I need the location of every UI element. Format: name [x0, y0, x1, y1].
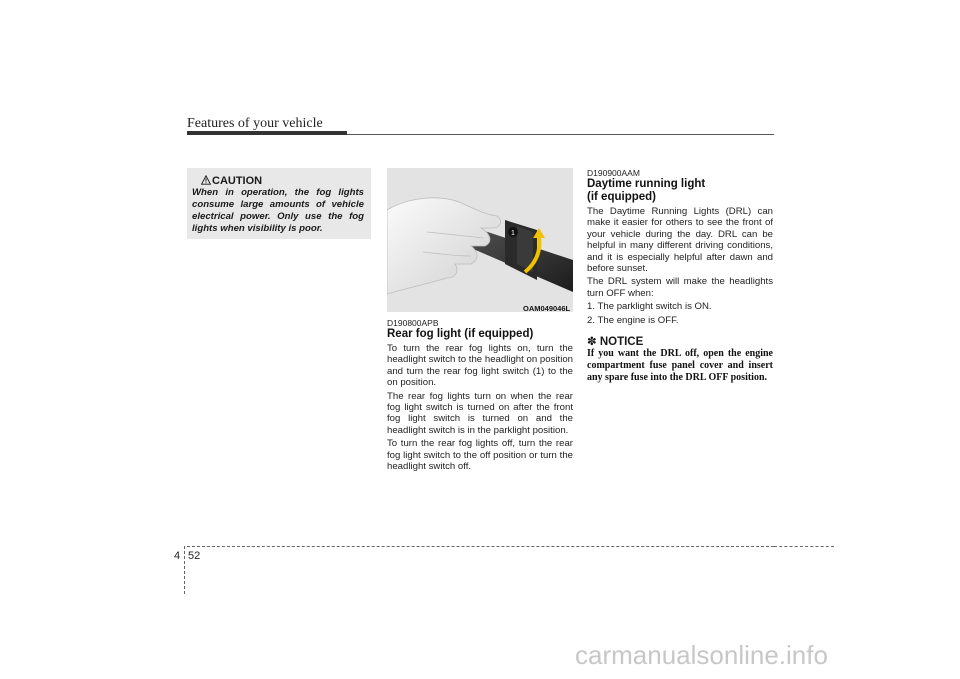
notice-title: ✽ NOTICE — [587, 336, 644, 348]
paragraph: The rear fog lights turn on when the rear fog light switch is turned on after the front fog light switch is turned on and the headlight switch is in the parklight position. — [387, 390, 573, 436]
header-bar — [187, 131, 347, 135]
rear-fog-heading: Rear fog light (if equipped) — [387, 328, 534, 340]
page-number: 52 — [188, 550, 201, 562]
footer-rule — [187, 546, 774, 547]
notice-text: If you want the DRL off, open the engine compartment fuse panel cover and insert any spare fuse into the DRL OFF position. — [587, 348, 773, 383]
callout-number: 1 — [511, 230, 515, 237]
paragraph: The DRL system will make the headlights turn OFF when: — [587, 276, 773, 299]
watermark: carmanualsonline.info — [575, 640, 828, 670]
footer-rule-extension — [774, 546, 834, 547]
warning-triangle-icon — [201, 175, 211, 185]
figure-caption: OAM049046L — [523, 304, 571, 313]
hand-turning-switch-icon — [387, 168, 573, 312]
caution-text: When in operation, the fog lights consume large amounts of vehicle electrical power. Only use the fog lights when visibility is poor. — [192, 187, 364, 234]
fog-light-switch-illustration — [387, 168, 573, 312]
list-item: 2. The engine is OFF. — [587, 314, 679, 326]
drl-heading-line: Daytime running light — [587, 178, 706, 190]
drl-heading — [587, 178, 777, 204]
caution-title: CAUTION — [212, 175, 263, 187]
chapter-number: 4 — [174, 550, 181, 562]
list-item: 1. The parklight switch is ON. — [587, 301, 712, 313]
footer-vertical-rule — [184, 546, 185, 594]
drl-body — [587, 206, 773, 328]
rear-fog-body — [387, 343, 573, 474]
drl-heading-line: (if equipped) — [587, 191, 656, 203]
section-title: Features of your vehicle — [187, 116, 323, 131]
drl-code: D190900AAM — [587, 168, 640, 178]
paragraph: The Daytime Running Lights (DRL) can make it easier for others to see the front of your vehicle during the day. DRL can be helpful in many different driving conditions, and it is especially helpful after dawn and before sunset. — [587, 206, 773, 275]
paragraph: To turn the rear fog lights off, turn the rear fog light switch to the off position or turn the headlight switch off. — [387, 438, 573, 473]
rear-fog-code: D190800APB — [387, 318, 439, 328]
paragraph: To turn the rear fog lights on, turn the headlight switch to the headlight on position and turn the rear fog light switch (1) to the on position. — [387, 343, 573, 389]
